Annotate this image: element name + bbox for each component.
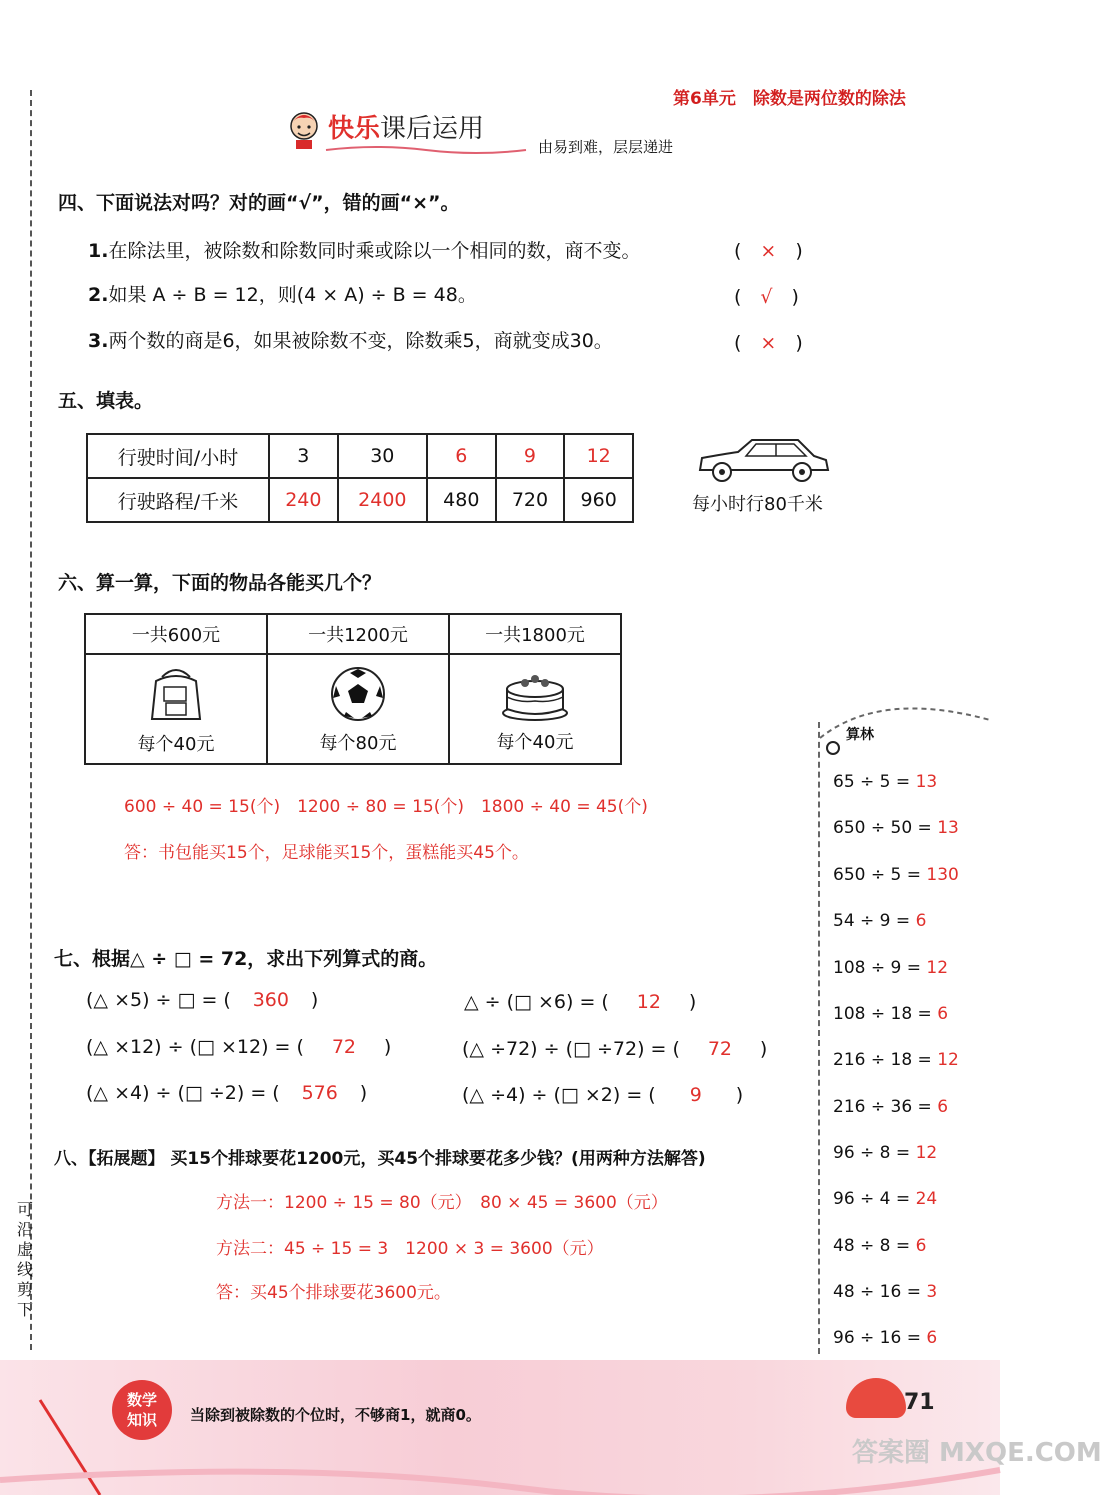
sidebar-item xyxy=(833,865,959,885)
q4-item-text: 在除法里，被除数和除数同时乘或除以一个相同的数，商不变。 xyxy=(108,240,641,262)
q4-item-3 xyxy=(88,326,613,353)
sidebar-item xyxy=(833,911,926,931)
q4-answer-mark: × xyxy=(760,240,777,262)
q7-close-paren: ) xyxy=(359,1082,368,1104)
sidebar-expr: 650 ÷ 50 = xyxy=(833,818,938,838)
q7-title: 七、根据△ ÷ □ = 72，求出下列算式的商。 xyxy=(54,948,438,970)
table-cell: 30 xyxy=(338,434,427,478)
sidebar-answer: 6 xyxy=(915,911,927,931)
q4-answer-mark: × xyxy=(760,332,777,354)
sidebar-item xyxy=(833,1050,959,1070)
sidebar-expr: 48 ÷ 8 = xyxy=(833,1236,916,1256)
sidebar-answer: 12 xyxy=(926,958,949,978)
item-price: 每个80元 xyxy=(319,732,397,754)
sidebar-answer: 3 xyxy=(926,1282,938,1302)
banner-underline xyxy=(326,142,526,156)
banner-title-part1: 快乐 xyxy=(328,114,381,144)
q4-title: 四、下面说法对吗？对的画“√”，错的画“×”。 xyxy=(58,192,460,214)
q6-title: 六、算一算，下面的物品各能买几个？ xyxy=(58,572,382,594)
q8-title: 八、【拓展题】 买15个排球要花1200元，买45个排球要花多少钱？(用两种方法解答) xyxy=(54,1149,706,1169)
car-icon xyxy=(694,434,834,486)
table-cell-answer: 2400 xyxy=(338,478,427,522)
sidebar-item xyxy=(833,1004,948,1024)
table-cell-answer: 240 xyxy=(269,478,338,522)
table-cell-answer: 9 xyxy=(496,434,565,478)
q7-answer: 360 xyxy=(252,989,289,1011)
sidebar-item xyxy=(833,1328,937,1348)
sidebar-answer: 13 xyxy=(937,818,959,838)
q6-answer: 答：书包能买15个，足球能买15个，蛋糕能买45个。 xyxy=(124,843,529,863)
table-cell-answer: 6 xyxy=(427,434,496,478)
sidebar-expr: 216 ÷ 36 = xyxy=(833,1097,938,1117)
q8-answer: 答：买45个排球要花3600元。 xyxy=(216,1283,451,1303)
sidebar-expr: 48 ÷ 16 = xyxy=(833,1282,927,1302)
q7-answer: 72 xyxy=(331,1036,356,1058)
sidebar-expr: 108 ÷ 9 = xyxy=(833,958,927,978)
table-cell: 3 xyxy=(269,434,338,478)
cut-guide-line xyxy=(30,90,32,1350)
item-total: 一共1200元 xyxy=(267,614,449,654)
q7-close-paren: ) xyxy=(735,1084,744,1106)
soccer-ball-icon xyxy=(328,664,388,724)
q7-item-6 xyxy=(462,1084,743,1106)
table-cell: 480 xyxy=(427,478,496,522)
q4-answer-2: ( √ ) xyxy=(734,286,799,308)
q7-expr: (△ ×4) ÷ (□ ÷2) = ( xyxy=(86,1082,280,1104)
banner-title-part2: 课后运用 xyxy=(380,114,485,144)
sidebar-expr: 65 ÷ 5 = xyxy=(833,772,916,792)
math-knowledge-badge xyxy=(112,1380,172,1440)
q7-item-4 xyxy=(462,1038,767,1060)
q4-item-text: 两个数的商是6，如果被除数不变，除数乘5，商就变成30。 xyxy=(108,330,613,352)
q7-expr: (△ ÷4) ÷ (□ ×2) = ( xyxy=(462,1084,656,1106)
q4-item-number: 2. xyxy=(88,284,109,306)
sidebar-answer: 6 xyxy=(937,1004,949,1024)
q7-close-paren: ) xyxy=(383,1036,392,1058)
sidebar-panel xyxy=(818,722,952,1354)
q7-expr: △ ÷ (□ ×6) = ( xyxy=(464,991,609,1013)
watermark: 答案圈 MXQE.COM xyxy=(852,1438,1102,1468)
item-price: 每个40元 xyxy=(496,731,574,753)
q7-expr: (△ ×5) ÷ □ = ( xyxy=(86,989,231,1011)
q5-title: 五、填表。 xyxy=(58,390,154,412)
q4-item-number: 1. xyxy=(88,240,109,262)
unit-header: 第6单元 除数是两位数的除法 xyxy=(673,89,906,109)
cake-icon xyxy=(499,665,571,723)
sidebar-answer: 12 xyxy=(915,1143,938,1163)
q7-answer: 576 xyxy=(301,1082,338,1104)
sidebar-expr: 216 ÷ 18 = xyxy=(833,1050,938,1070)
q7-answer: 9 xyxy=(689,1084,702,1106)
table-row xyxy=(85,654,621,764)
sidebar-title: 算林 xyxy=(846,727,874,743)
item-price: 每个40元 xyxy=(137,733,215,755)
q7-expr: (△ ÷72) ÷ (□ ÷72) = ( xyxy=(462,1038,680,1060)
table-cell: 720 xyxy=(496,478,565,522)
item-cell xyxy=(449,654,621,764)
table-row xyxy=(85,614,621,654)
sidebar-answer: 6 xyxy=(937,1097,949,1117)
q7-answer: 12 xyxy=(636,991,661,1013)
sidebar-item xyxy=(833,958,948,978)
q4-answer-mark: √ xyxy=(760,286,773,308)
table-row-label: 行驶路程/千米 xyxy=(87,478,269,522)
item-total: 一共600元 xyxy=(85,614,267,654)
sidebar-item xyxy=(833,1236,926,1256)
table-row xyxy=(87,434,633,478)
q7-item-5 xyxy=(86,1082,367,1104)
q4-answer-3: ( × ) xyxy=(734,332,803,354)
car-caption: 每小时行80千米 xyxy=(692,494,823,515)
sidebar-item xyxy=(833,1282,937,1302)
footer-tip: 当除到被除数的个位时，不够商1，就商0。 xyxy=(190,1406,481,1424)
sidebar-answer: 24 xyxy=(915,1189,938,1209)
q7-close-paren: ) xyxy=(688,991,697,1013)
q4-answer-1: ( × ) xyxy=(734,240,803,262)
badge-line1: 数学 xyxy=(126,1391,157,1409)
sidebar-item xyxy=(833,1143,937,1163)
sidebar-expr: 96 ÷ 4 = xyxy=(833,1189,916,1209)
q7-item-2 xyxy=(464,991,696,1013)
sidebar-answer: 12 xyxy=(937,1050,959,1070)
banner-slogan: 由易到难，层层递进 xyxy=(538,138,674,156)
q5-table xyxy=(86,433,634,523)
sidebar-item xyxy=(833,1097,948,1117)
sidebar-answer: 13 xyxy=(915,772,938,792)
q4-item-2 xyxy=(88,280,477,307)
item-cell xyxy=(85,654,267,764)
q7-item-1 xyxy=(86,989,318,1011)
item-cell xyxy=(267,654,449,764)
q6-table xyxy=(84,613,622,765)
sidebar-answer: 130 xyxy=(926,865,959,885)
sidebar-answer: 6 xyxy=(926,1328,938,1348)
q4-item-number: 3. xyxy=(88,330,109,352)
q4-item-text: 如果 A ÷ B = 12，则(4 × A) ÷ B = 48。 xyxy=(108,284,477,306)
q7-close-paren: ) xyxy=(759,1038,768,1060)
sidebar-ring-icon xyxy=(826,741,840,755)
sidebar-expr: 108 ÷ 18 = xyxy=(833,1004,938,1024)
cut-hint: 可沿虚线剪下 xyxy=(16,1200,33,1319)
q7-answer: 72 xyxy=(707,1038,732,1060)
sidebar-item xyxy=(833,818,959,838)
banner-title xyxy=(328,108,484,145)
q7-item-3 xyxy=(86,1036,391,1058)
badge-line2: 知识 xyxy=(126,1411,157,1429)
q7-expr: (△ ×12) ÷ (□ ×12) = ( xyxy=(86,1036,304,1058)
table-cell-answer: 12 xyxy=(564,434,633,478)
sidebar-expr: 96 ÷ 16 = xyxy=(833,1328,927,1348)
q8-method2: 方法二：45 ÷ 15 = 3 1200 × 3 = 3600（元） xyxy=(216,1239,604,1259)
item-total: 一共1800元 xyxy=(449,614,621,654)
page-number: 71 xyxy=(904,1390,935,1415)
sidebar-item xyxy=(833,772,937,792)
backpack-icon xyxy=(144,663,208,725)
table-row-label: 行驶时间/小时 xyxy=(87,434,269,478)
sidebar-expr: 54 ÷ 9 = xyxy=(833,911,916,931)
q4-item-1 xyxy=(88,236,640,263)
sidebar-expr: 650 ÷ 5 = xyxy=(833,865,927,885)
q7-close-paren: ) xyxy=(310,989,319,1011)
q6-work: 600 ÷ 40 = 15(个) 1200 ÷ 80 = 15(个) 1800 ÷ 40 = 45(个) xyxy=(124,797,648,817)
table-cell: 960 xyxy=(564,478,633,522)
q8-method1: 方法一：1200 ÷ 15 = 80（元） 80 × 45 = 3600（元） xyxy=(216,1193,668,1213)
sidebar-answer: 6 xyxy=(915,1236,927,1256)
mascot-icon xyxy=(286,110,322,150)
sidebar-expr: 96 ÷ 8 = xyxy=(833,1143,916,1163)
sidebar-item xyxy=(833,1189,937,1209)
table-row xyxy=(87,478,633,522)
